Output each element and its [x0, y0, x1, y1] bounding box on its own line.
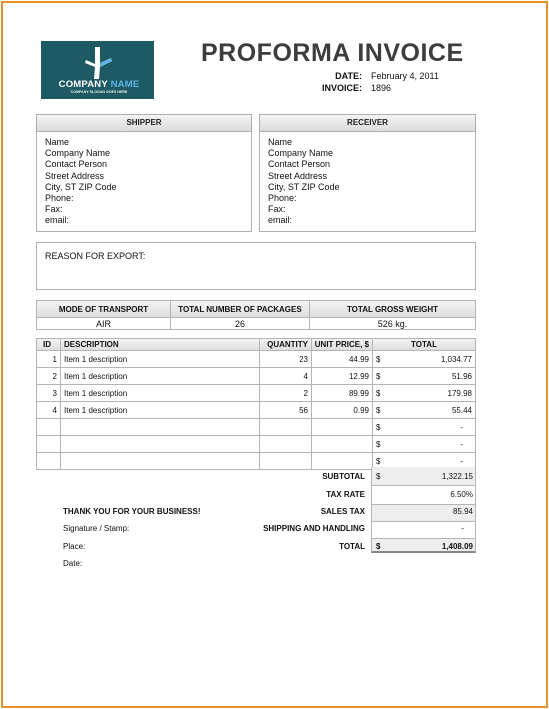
- shipper-fax: Fax:: [45, 204, 63, 215]
- row-quantity: [260, 419, 312, 436]
- row-id: [37, 419, 61, 436]
- items-header-description: DESCRIPTION: [61, 339, 260, 351]
- receiver-name: Name: [268, 137, 293, 147]
- subtotal-currency: $: [376, 472, 381, 481]
- invoice-number: 1896: [371, 83, 392, 93]
- reason-label: REASON FOR EXPORT:: [45, 251, 146, 261]
- table-row: [37, 402, 476, 419]
- row-id: [37, 436, 61, 453]
- row-quantity: 56: [260, 402, 312, 419]
- row-description: Item 1 description: [61, 385, 260, 402]
- row-currency: $: [373, 385, 387, 402]
- company-logo: [41, 41, 154, 99]
- date-footer-label: Date:: [63, 559, 83, 568]
- row-description: [61, 436, 260, 453]
- page-title: PROFORMA INVOICE: [201, 39, 464, 67]
- row-id: 4: [37, 402, 61, 419]
- row-unit-price: 12.99: [312, 368, 373, 385]
- row-currency: $: [373, 368, 387, 385]
- reason-box: [36, 242, 476, 290]
- transport-weight: 526 kg.: [310, 318, 476, 330]
- receiver-company: Company Name: [268, 148, 334, 159]
- row-unit-price: [312, 419, 373, 436]
- table-row: [37, 351, 476, 368]
- shipper-email: email:: [45, 215, 70, 226]
- transport-header-mode: MODE OF TRANSPORT: [37, 301, 171, 318]
- shipper-name: Name: [45, 137, 70, 147]
- transport-packages: 26: [171, 318, 310, 330]
- shipper-street: Street Address: [45, 170, 105, 181]
- row-total: 55.44: [387, 402, 476, 419]
- shipper-box: [36, 114, 252, 232]
- shipper-phone: Phone:: [45, 193, 74, 204]
- receiver-email: email:: [268, 215, 293, 226]
- tax-rate-label: TAX RATE: [326, 490, 365, 499]
- receiver-phone: Phone:: [268, 193, 297, 204]
- receiver-street: Street Address: [268, 170, 328, 181]
- shipper-heading: SHIPPER: [37, 115, 251, 132]
- row-quantity: 4: [260, 368, 312, 385]
- row-unit-price: 44.99: [312, 351, 373, 368]
- row-unit-price: [312, 453, 373, 470]
- transport-table: [36, 300, 476, 330]
- row-id: 1: [37, 351, 61, 368]
- row-id: 2: [37, 368, 61, 385]
- sales-tax-value: 85.94: [452, 507, 473, 516]
- row-description: Item 1 description: [61, 351, 260, 368]
- transport-header-packages: TOTAL NUMBER OF PACKAGES: [171, 301, 310, 318]
- row-unit-price: 89.99: [312, 385, 373, 402]
- total-currency: $: [376, 542, 381, 551]
- row-quantity: [260, 453, 312, 470]
- total-value: 1,408.09: [441, 542, 473, 551]
- row-description: [61, 419, 260, 436]
- table-row: [37, 385, 476, 402]
- row-total: -: [387, 436, 476, 453]
- row-total: 1,034.77: [387, 351, 476, 368]
- subtotal-label: SUBTOTAL: [322, 472, 365, 481]
- shipping-value: -: [461, 524, 464, 533]
- shipper-contact: Contact Person: [45, 159, 108, 170]
- shipping-label: SHIPPING AND HANDLING: [263, 524, 365, 533]
- invoice-label: INVOICE:: [321, 83, 362, 93]
- tax-rate-value: 6.50%: [450, 490, 473, 499]
- sales-tax-label: SALES TAX: [320, 507, 365, 516]
- shipper-address: [37, 132, 251, 227]
- row-quantity: [260, 436, 312, 453]
- invoice-page: [1, 1, 548, 708]
- transport-mode: AIR: [37, 318, 171, 330]
- row-description: Item 1 description: [61, 402, 260, 419]
- row-currency: $: [373, 436, 387, 453]
- receiver-contact: Contact Person: [268, 159, 331, 170]
- row-unit-price: [312, 436, 373, 453]
- subtotal-value: 1,322.15: [441, 472, 473, 481]
- receiver-heading: RECEIVER: [260, 115, 475, 132]
- row-total: -: [387, 453, 476, 470]
- shipper-city: City, ST ZIP Code: [45, 181, 117, 192]
- logo-slogan: COMPANY SLOGAN GOES HERE: [70, 90, 128, 94]
- receiver-address: [260, 132, 475, 227]
- row-id: 3: [37, 385, 61, 402]
- table-row: [37, 419, 476, 436]
- place-label: Place:: [63, 542, 86, 551]
- row-unit-price: 0.99: [312, 402, 373, 419]
- receiver-fax: Fax:: [268, 204, 286, 215]
- row-total: -: [387, 419, 476, 436]
- row-currency: $: [373, 351, 387, 368]
- row-currency: $: [373, 419, 387, 436]
- row-total: 51.96: [387, 368, 476, 385]
- signature-label: Signature / Stamp:: [63, 524, 130, 533]
- total-label: TOTAL: [339, 542, 365, 551]
- row-currency: $: [373, 402, 387, 419]
- row-description: [61, 453, 260, 470]
- items-table: [36, 338, 476, 470]
- table-row: [37, 436, 476, 453]
- receiver-city: City, ST ZIP Code: [268, 181, 340, 192]
- thank-you-message: THANK YOU FOR YOUR BUSINESS!: [63, 507, 201, 516]
- row-currency: $: [373, 453, 387, 470]
- items-header-total: TOTAL: [373, 339, 476, 351]
- date-label: DATE:: [335, 71, 362, 81]
- items-header-id: ID: [37, 339, 61, 351]
- transport-header-weight: TOTAL GROSS WEIGHT: [310, 301, 476, 318]
- row-quantity: 23: [260, 351, 312, 368]
- row-description: Item 1 description: [61, 368, 260, 385]
- date-value: February 4, 2011: [371, 71, 439, 81]
- shipper-company: Company Name: [45, 148, 111, 159]
- logo-company-name: COMPANY NAME: [58, 79, 140, 90]
- row-quantity: 2: [260, 385, 312, 402]
- items-header-quantity: QUANTITY: [260, 339, 312, 351]
- receiver-box: [259, 114, 476, 232]
- items-header-unit-price: UNIT PRICE, $: [312, 339, 373, 351]
- table-row: [37, 368, 476, 385]
- row-id: [37, 453, 61, 470]
- row-total: 179.98: [387, 385, 476, 402]
